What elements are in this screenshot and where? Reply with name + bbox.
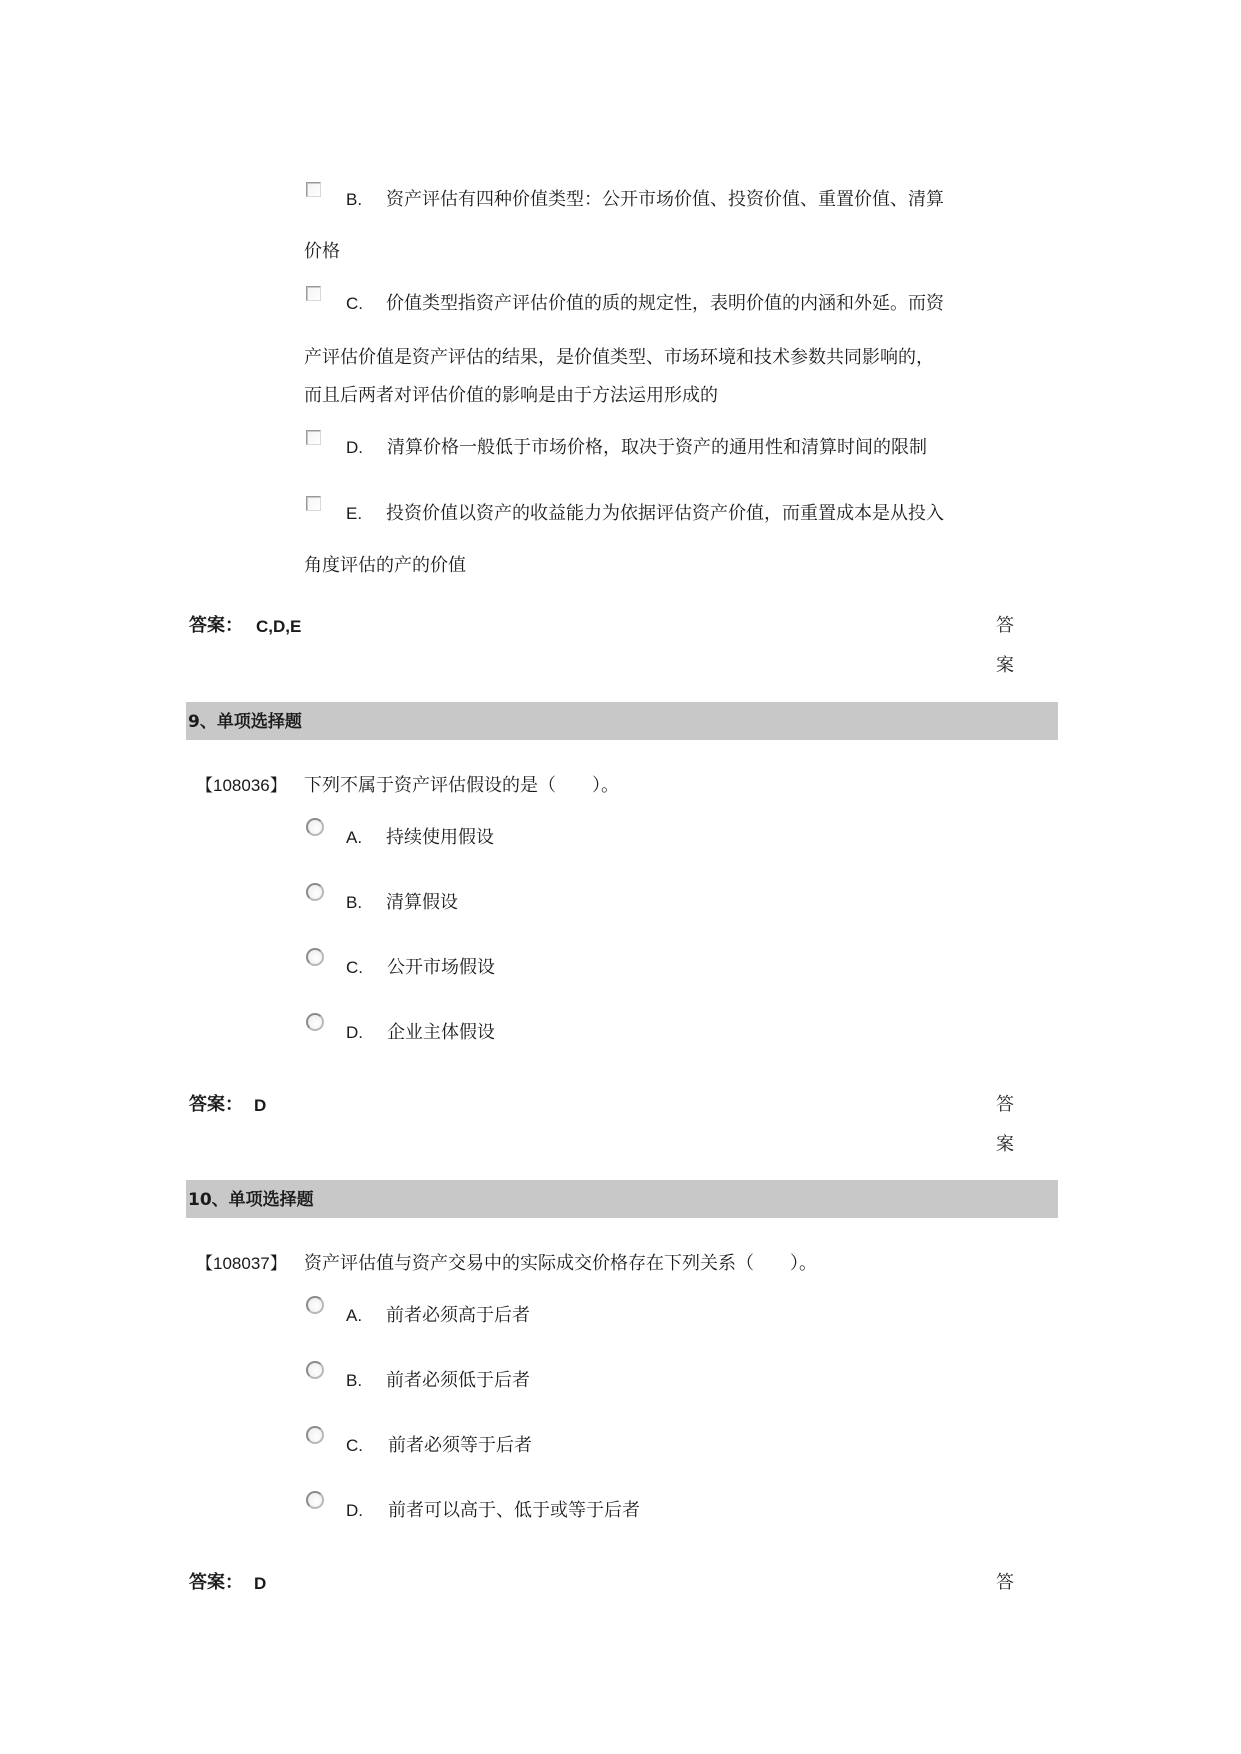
q10-option-d-text: 前者可以高于、低于或等于后者 (388, 1500, 640, 1521)
q9-option-c-text: 公开市场假设 (387, 957, 495, 978)
option-d-letter: D. (346, 438, 363, 457)
option-e-checkbox[interactable] (306, 496, 321, 511)
question-9-header (186, 702, 1058, 740)
q9-answer-toggle-char-2[interactable]: 案 (996, 1134, 1014, 1155)
question-9-stem: 下列不属于资产评估假设的是（ ）。 (304, 775, 619, 796)
q10-answer-label: 答案： (189, 1572, 243, 1593)
question-9-id: 【108036】 (196, 776, 287, 795)
option-d-text-line1: 清算价格一般低于市场价格，取决于资产的通用性和清算时间的限制 (387, 437, 927, 458)
q10-option-a-radio[interactable] (306, 1296, 324, 1314)
q10-option-a-text: 前者必须高于后者 (386, 1305, 530, 1326)
question-10-title: 10、单项选择题 (188, 1190, 314, 1210)
question-9-title: 9、单项选择题 (188, 712, 302, 732)
q9-option-b-text: 清算假设 (386, 892, 458, 913)
question-10-stem: 资产评估值与资产交易中的实际成交价格存在下列关系（ ）。 (304, 1253, 817, 1274)
q10-option-d-letter: D. (346, 1501, 363, 1520)
answer-value: C,D,E (256, 617, 302, 636)
q9-answer-value: D (254, 1096, 267, 1115)
option-b-text-line2: 价格 (304, 241, 340, 262)
option-e-text-line2: 角度评估的产的价值 (304, 555, 466, 576)
q10-option-c-text: 前者必须等于后者 (388, 1435, 532, 1456)
answer-label: 答案： (189, 615, 243, 636)
option-c-text-line3: 而且后两者对评估价值的影响是由于方法运用形成的 (304, 385, 718, 406)
q10-option-b-letter: B. (346, 1371, 363, 1390)
option-c-text-line1: 价值类型指资产评估价值的质的规定性，表明价值的内涵和外延。而资 (386, 293, 944, 314)
q9-option-d-radio[interactable] (306, 1013, 324, 1031)
option-b-text-line1: 资产评估有四种价值类型：公开市场价值、投资价值、重置价值、清算 (386, 189, 944, 210)
q9-option-b-letter: B. (346, 893, 363, 912)
option-b-letter: B. (346, 190, 363, 209)
q10-option-d-radio[interactable] (306, 1491, 324, 1509)
q10-option-a-letter: A. (346, 1306, 363, 1325)
q9-answer-label: 答案： (189, 1094, 243, 1115)
q10-option-b-radio[interactable] (306, 1361, 324, 1379)
q9-option-b-radio[interactable] (306, 883, 324, 901)
option-d-checkbox[interactable] (306, 430, 321, 445)
q10-option-c-radio[interactable] (306, 1426, 324, 1444)
option-c-checkbox[interactable] (306, 286, 321, 301)
q10-answer-toggle-char-1[interactable]: 答 (996, 1572, 1014, 1593)
q9-option-d-text: 企业主体假设 (387, 1022, 495, 1043)
option-c-text-line2: 产评估价值是资产评估的结果，是价值类型、市场环境和技术参数共同影响的， (304, 347, 934, 368)
option-b-checkbox[interactable] (306, 182, 321, 197)
q9-option-a-radio[interactable] (306, 818, 324, 836)
option-c-letter: C. (346, 294, 363, 313)
option-e-letter: E. (346, 504, 363, 523)
q9-option-a-text: 持续使用假设 (386, 827, 494, 848)
q9-option-c-letter: C. (346, 958, 363, 977)
question-10-id: 【108037】 (196, 1254, 287, 1273)
option-e-text-line1: 投资价值以资产的收益能力为依据评估资产价值，而重置成本是从投入 (386, 503, 944, 524)
q10-option-b-text: 前者必须低于后者 (386, 1370, 530, 1391)
q10-option-c-letter: C. (346, 1436, 363, 1455)
question-10-header (186, 1180, 1058, 1218)
q9-option-d-letter: D. (346, 1023, 363, 1042)
answer-toggle-char-1[interactable]: 答 (996, 615, 1014, 636)
q9-answer-toggle-char-1[interactable]: 答 (996, 1094, 1014, 1115)
q9-option-c-radio[interactable] (306, 948, 324, 966)
answer-toggle-char-2[interactable]: 案 (996, 655, 1014, 676)
q9-option-a-letter: A. (346, 828, 363, 847)
q10-answer-value: D (254, 1574, 267, 1593)
